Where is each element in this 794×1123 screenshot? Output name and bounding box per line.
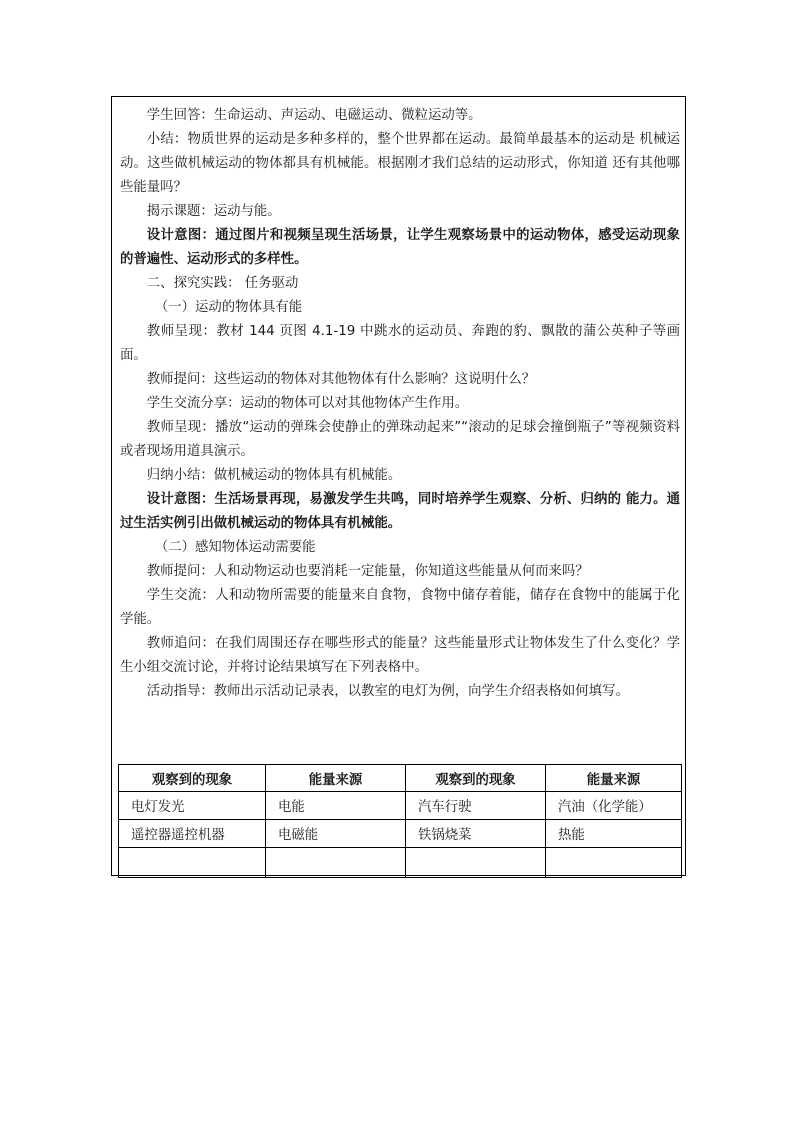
paragraph-conclusion: 归纳小结：做机械运动的物体具有机械能。 [146,468,402,483]
paragraph-teacher-followup: 教师追问：在我们周围还存在哪些形式的能量？这些能量形式让物体发生了什么变化？学生小组交流讨论，并将讨论结果填写在下列表格中。 [120,636,680,675]
table-cell [406,848,546,878]
table-header: 观察到的现象 [406,765,546,792]
paragraph-teacher-question-2: 教师提问：人和动物运动也要消耗一定能量，你知道这些能量从何而来吗？ [146,564,589,579]
table-cell: 电磁能 [266,820,406,848]
section-heading-inquiry: 二、探究实践： 任务驱动 [146,276,299,291]
table-cell [546,848,682,878]
paragraph-student-exchange: 学生交流：人和动物所需要的能量来自食物，食物中储存着能，储存在食物中的能属于化学能。 [120,588,680,627]
table-cell: 电能 [266,792,406,820]
paragraph-design-intent-1: 设计意图：通过图片和视频呈现生活场景，让学生观察场景中的运动物体，感受运动现象的普遍性、运动形式的多样性。 [120,228,680,267]
table-cell: 电灯发光 [119,792,266,820]
table-header: 观察到的现象 [119,765,266,792]
paragraph-student-answer: 学生回答：生命运动、声运动、电磁运动、微粒运动等。 [146,108,482,123]
subsection-heading-2: （二）感知物体运动需要能 [154,540,316,555]
paragraph-activity-guide: 活动指导：教师出示活动记录表，以教室的电灯为例，向学生介绍表格如何填写。 [146,684,629,699]
table-row [119,820,682,848]
paragraph-teacher-present-1: 教师呈现：教材 144 页图 4.1-19 中跳水的运动员、奔跑的豹、飘散的蒲公英种子等画面。 [120,324,680,363]
table-cell [119,848,266,878]
table-cell: 汽油（化学能） [546,792,682,820]
paragraph-teacher-present-2: 教师呈现：播放“运动的弹珠会使静止的弹珠动起来”“滚动的足球会撞倒瓶子”等视频资料或者现场用道具演示。 [120,420,680,459]
lesson-content-frame [111,96,686,876]
table-cell: 铁锅烧菜 [406,820,546,848]
table-header: 能量来源 [546,765,682,792]
table-cell: 汽车行驶 [406,792,546,820]
paragraph-student-share: 学生交流分享：运动的物体可以对其他物体产生作用。 [146,396,469,411]
table-cell: 遥控器遥控机器 [119,820,266,848]
paragraph-teacher-question-1: 教师提问：这些运动的物体对其他物体有什么影响？这说明什么？ [146,372,536,387]
table-row-empty [119,848,682,878]
paragraph-reveal-topic: 揭示课题：运动与能。 [146,204,281,219]
table-row [119,792,682,820]
table-cell: 热能 [546,820,682,848]
table-header: 能量来源 [266,765,406,792]
table-header-row [119,765,682,792]
lesson-text [120,104,680,704]
activity-record-table [118,764,682,878]
paragraph-design-intent-2: 设计意图：生活场景再现，易激发学生共鸣，同时培养学生观察、分析、归纳的 能力。通过生活实例引出做机械运动的物体具有机械能。 [120,492,680,531]
table-cell [266,848,406,878]
paragraph-summary: 小结：物质世界的运动是多种多样的，整个世界都在运动。最简单最基本的运动是 机械运动。这些做机械运动的物体都具有机械能。根据刚才我们总结的运动形式，你知道 还有其他哪些能量吗？ [120,132,680,195]
subsection-heading-1: （一）运动的物体具有能 [154,300,303,315]
